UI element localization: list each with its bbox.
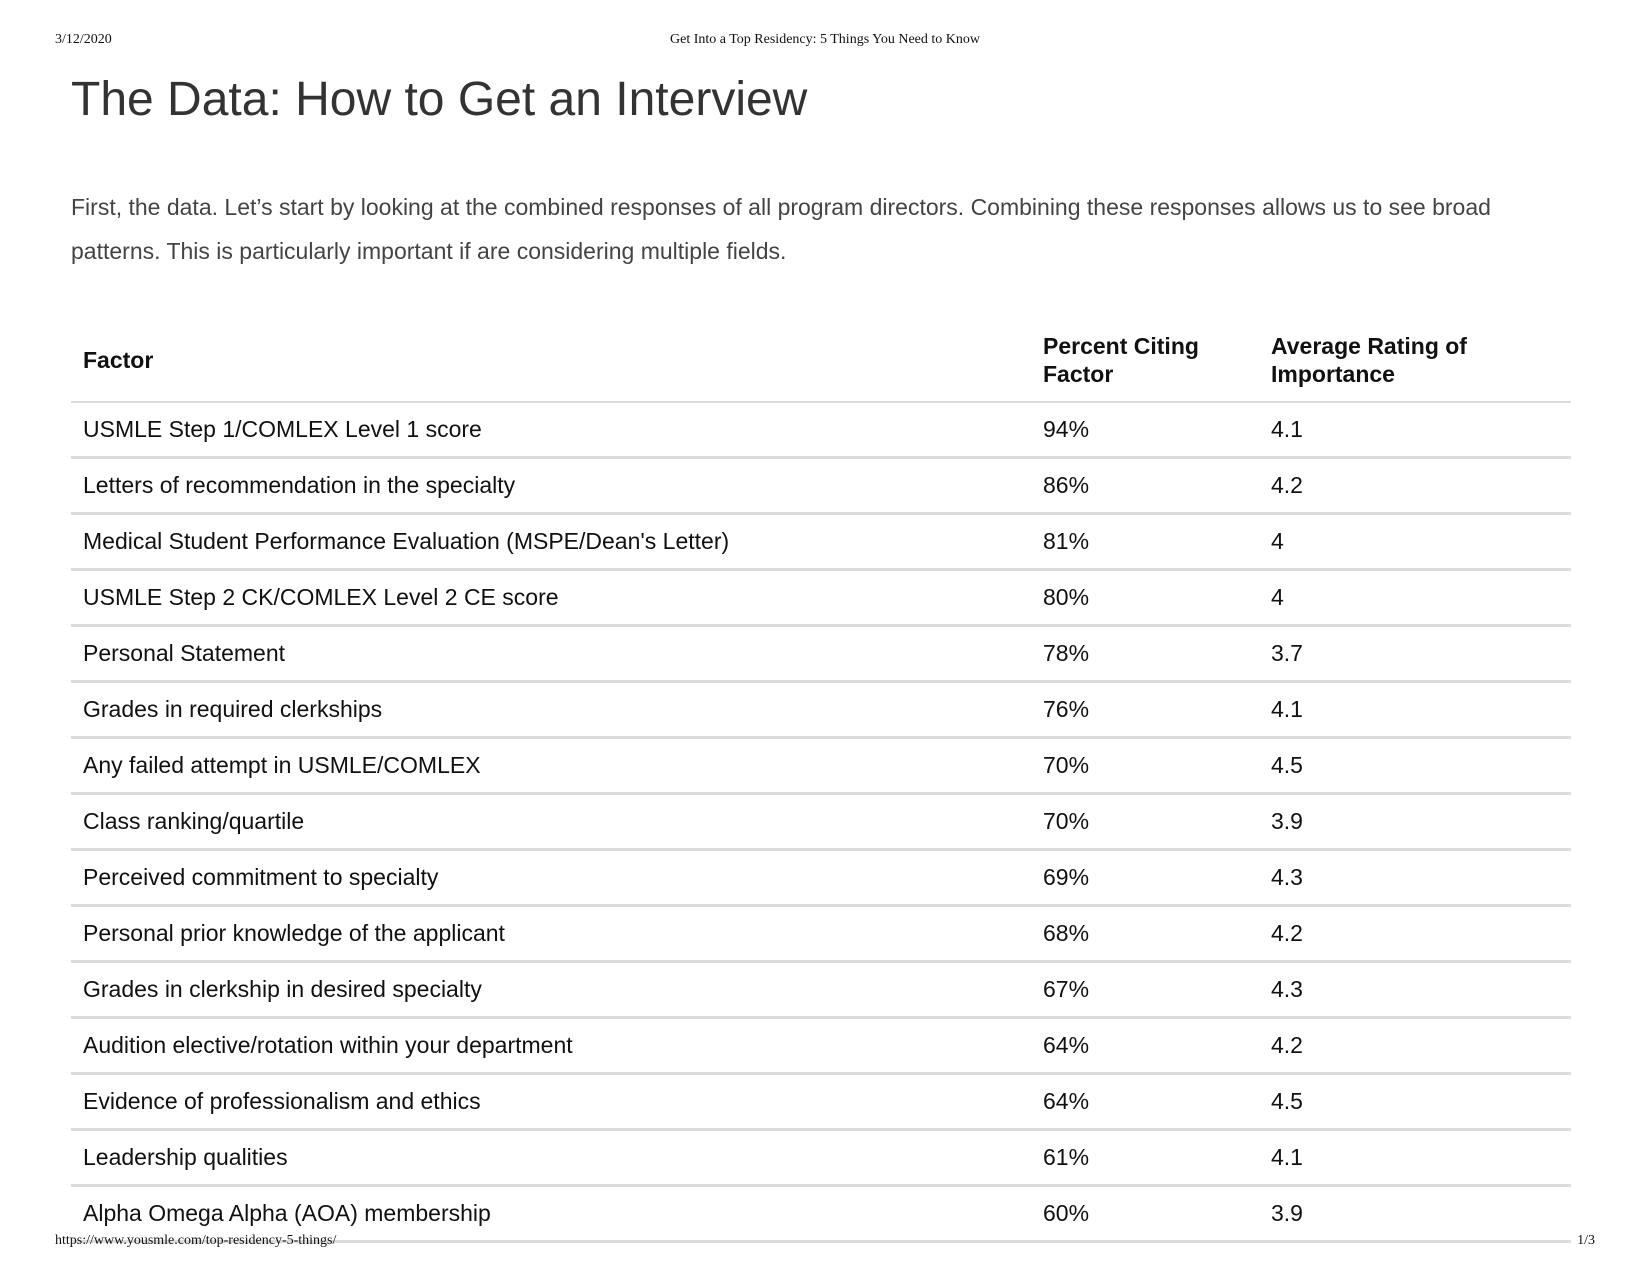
print-document-title: Get Into a Top Residency: 5 Things You Need to Know <box>670 32 980 47</box>
column-header-percent: Percent Citing Factor <box>1031 321 1259 402</box>
percent-cell: 94% <box>1031 402 1259 458</box>
factor-cell: Alpha Omega Alpha (AOA) membership <box>71 1186 1031 1242</box>
table-row <box>71 850 1571 906</box>
table-row <box>71 682 1571 738</box>
percent-cell: 64% <box>1031 1018 1259 1074</box>
rating-cell: 4.3 <box>1259 850 1571 906</box>
table-row <box>71 738 1571 794</box>
rating-cell: 4.2 <box>1259 906 1571 962</box>
rating-cell: 3.7 <box>1259 626 1571 682</box>
table-row <box>71 962 1571 1018</box>
percent-cell: 78% <box>1031 626 1259 682</box>
factor-cell: Perceived commitment to specialty <box>71 850 1031 906</box>
page-number: 1/3 <box>1577 1233 1595 1248</box>
factors-table <box>71 321 1571 1243</box>
rating-cell: 4.5 <box>1259 1074 1571 1130</box>
percent-cell: 64% <box>1031 1074 1259 1130</box>
column-header-rating: Average Rating of Importance <box>1259 321 1571 402</box>
rating-cell: 4 <box>1259 514 1571 570</box>
table-row <box>71 458 1571 514</box>
rating-cell: 4.1 <box>1259 1130 1571 1186</box>
percent-cell: 67% <box>1031 962 1259 1018</box>
factor-cell: USMLE Step 2 CK/COMLEX Level 2 CE score <box>71 570 1031 626</box>
percent-cell: 70% <box>1031 738 1259 794</box>
rating-cell: 3.9 <box>1259 1186 1571 1242</box>
rating-cell: 4 <box>1259 570 1571 626</box>
table-row <box>71 794 1571 850</box>
percent-cell: 76% <box>1031 682 1259 738</box>
article-content <box>71 66 1571 1243</box>
page-url: https://www.yousmle.com/top-residency-5-things/ <box>55 1233 337 1248</box>
rating-cell: 4.1 <box>1259 682 1571 738</box>
table-row <box>71 1074 1571 1130</box>
table-row <box>71 906 1571 962</box>
table-row <box>71 570 1571 626</box>
table-row <box>71 402 1571 458</box>
factor-cell: USMLE Step 1/COMLEX Level 1 score <box>71 402 1031 458</box>
rating-cell: 3.9 <box>1259 794 1571 850</box>
factor-cell: Letters of recommendation in the specialty <box>71 458 1031 514</box>
rating-cell: 4.5 <box>1259 738 1571 794</box>
percent-cell: 86% <box>1031 458 1259 514</box>
rating-cell: 4.2 <box>1259 1018 1571 1074</box>
factor-cell: Grades in clerkship in desired specialty <box>71 962 1031 1018</box>
rating-cell: 4.1 <box>1259 402 1571 458</box>
percent-cell: 60% <box>1031 1186 1259 1242</box>
factor-cell: Class ranking/quartile <box>71 794 1031 850</box>
factor-cell: Personal Statement <box>71 626 1031 682</box>
percent-cell: 81% <box>1031 514 1259 570</box>
intro-paragraph: First, the data. Let’s start by looking at the combined responses of all program directors. Combining these responses allows us to see broad patterns. This is particularly important if are considering multiple fields. <box>71 194 1491 264</box>
table-row <box>71 1130 1571 1186</box>
page-title: The Data: How to Get an Interview <box>71 73 808 126</box>
percent-cell: 61% <box>1031 1130 1259 1186</box>
factor-cell: Medical Student Performance Evaluation (MSPE/Dean's Letter) <box>71 514 1031 570</box>
factor-cell: Personal prior knowledge of the applicant <box>71 906 1031 962</box>
print-date: 3/12/2020 <box>55 32 112 47</box>
table-row <box>71 1018 1571 1074</box>
table-row <box>71 626 1571 682</box>
factor-cell: Audition elective/rotation within your department <box>71 1018 1031 1074</box>
factor-cell: Grades in required clerkships <box>71 682 1031 738</box>
table-row <box>71 514 1571 570</box>
factor-cell: Any failed attempt in USMLE/COMLEX <box>71 738 1031 794</box>
table-header-row <box>71 321 1571 402</box>
percent-cell: 69% <box>1031 850 1259 906</box>
print-footer <box>55 1233 1595 1253</box>
percent-cell: 80% <box>1031 570 1259 626</box>
percent-cell: 68% <box>1031 906 1259 962</box>
print-header <box>55 32 1595 52</box>
factor-cell: Evidence of professionalism and ethics <box>71 1074 1031 1130</box>
rating-cell: 4.3 <box>1259 962 1571 1018</box>
rating-cell: 4.2 <box>1259 458 1571 514</box>
factor-cell: Leadership qualities <box>71 1130 1031 1186</box>
column-header-factor: Factor <box>71 321 1031 402</box>
percent-cell: 70% <box>1031 794 1259 850</box>
